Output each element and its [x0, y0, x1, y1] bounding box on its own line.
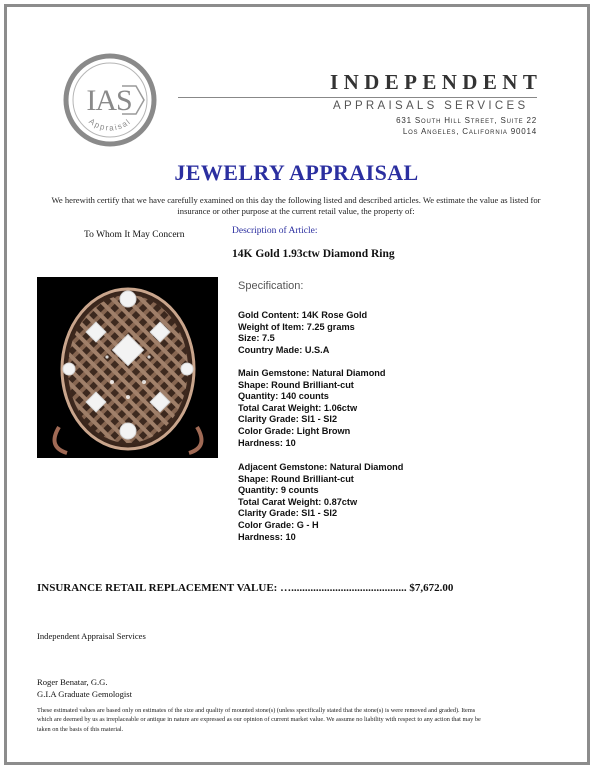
description-label: Description of Article: [232, 226, 318, 236]
spec-main-gemstone [238, 368, 386, 449]
insurance-value-amount: $7,672.00 [409, 582, 454, 594]
company-name: Independent Appraisal Services [37, 631, 146, 641]
address-line-1: 631 South Hill Street, Suite 22 [396, 116, 537, 125]
spec-gold-content: Gold Content: 14K Rose Gold [238, 310, 368, 320]
recipient: To Whom It May Concern [84, 230, 185, 240]
disclaimer: These estimated values are based only on estimates of the size and quality of mounted stone(s) (unless specifically stated that the stone(s) is were removed and graded). Items which are deemed by us as irreplaceable or antique in nature are expressed as our opinion of current market value. We assume no liability with respect to any action that may be taken on the basis of this material. [37, 707, 481, 733]
spec-general [238, 310, 367, 356]
adjacent-gemstone-hardness: Hardness: 10 [238, 531, 296, 542]
ias-logo [62, 52, 158, 148]
adjacent-gemstone-type: Adjacent Gemstone: Natural Diamond [238, 462, 404, 472]
insurance-value-line [37, 582, 453, 594]
main-gemstone-shape: Shape: Round Brilliant-cut [238, 379, 354, 390]
adjacent-gemstone-shape: Shape: Round Brilliant-cut [238, 473, 354, 484]
brand-divider [178, 97, 537, 98]
signer-block [37, 676, 132, 700]
insurance-value-label: INSURANCE RETAIL REPLACEMENT VALUE: [37, 582, 278, 594]
adjacent-gemstone-quantity: Quantity: 9 counts [238, 485, 319, 496]
logo-monogram: IAS [86, 84, 132, 117]
signer-title: G.I.A Graduate Gemologist [37, 689, 132, 699]
adjacent-gemstone-clarity: Clarity Grade: SI1 - SI2 [238, 508, 338, 519]
specification-label: Specification: [238, 280, 304, 292]
signer-name: Roger Benatar, G.G. [37, 677, 108, 687]
brand-subtitle: APPRAISALS SERVICES [333, 100, 529, 112]
spec-country: Country Made: U.S.A [238, 344, 330, 355]
logo-ring-text: Appraisal [87, 116, 133, 133]
adjacent-gemstone-carat: Total Carat Weight: 0.87ctw [238, 496, 358, 507]
main-gemstone-carat: Total Carat Weight: 1.06ctw [238, 402, 358, 413]
spec-weight: Weight of Item: 7.25 grams [238, 321, 355, 332]
spec-size: Size: 7.5 [238, 333, 275, 344]
certification-statement: We herewith certify that we have carefully examined on this day the following listed and described articles. We estimate the value as listed for insurance or other purpose at the current retail value, the property of: [51, 195, 541, 216]
adjacent-gemstone-color: Color Grade: G - H [238, 519, 319, 530]
main-gemstone-hardness: Hardness: 10 [238, 437, 296, 448]
main-gemstone-quantity: Quantity: 140 counts [238, 391, 329, 402]
address-line-2: Los Angeles, California 90014 [402, 127, 537, 136]
item-title: 14K Gold 1.93ctw Diamond Ring [232, 248, 395, 260]
main-gemstone-color: Color Grade: Light Brown [238, 425, 351, 436]
page-title: JEWELRY APPRAISAL [174, 160, 419, 185]
spec-adjacent-gemstone [238, 462, 403, 543]
main-gemstone-type: Main Gemstone: Natural Diamond [238, 368, 386, 378]
brand-name: INDEPENDENT [330, 70, 543, 94]
main-gemstone-clarity: Clarity Grade: SI1 - SI2 [238, 414, 338, 425]
insurance-value-leader: ….......................................... [280, 582, 407, 594]
diamond-ring-photo [37, 277, 218, 458]
